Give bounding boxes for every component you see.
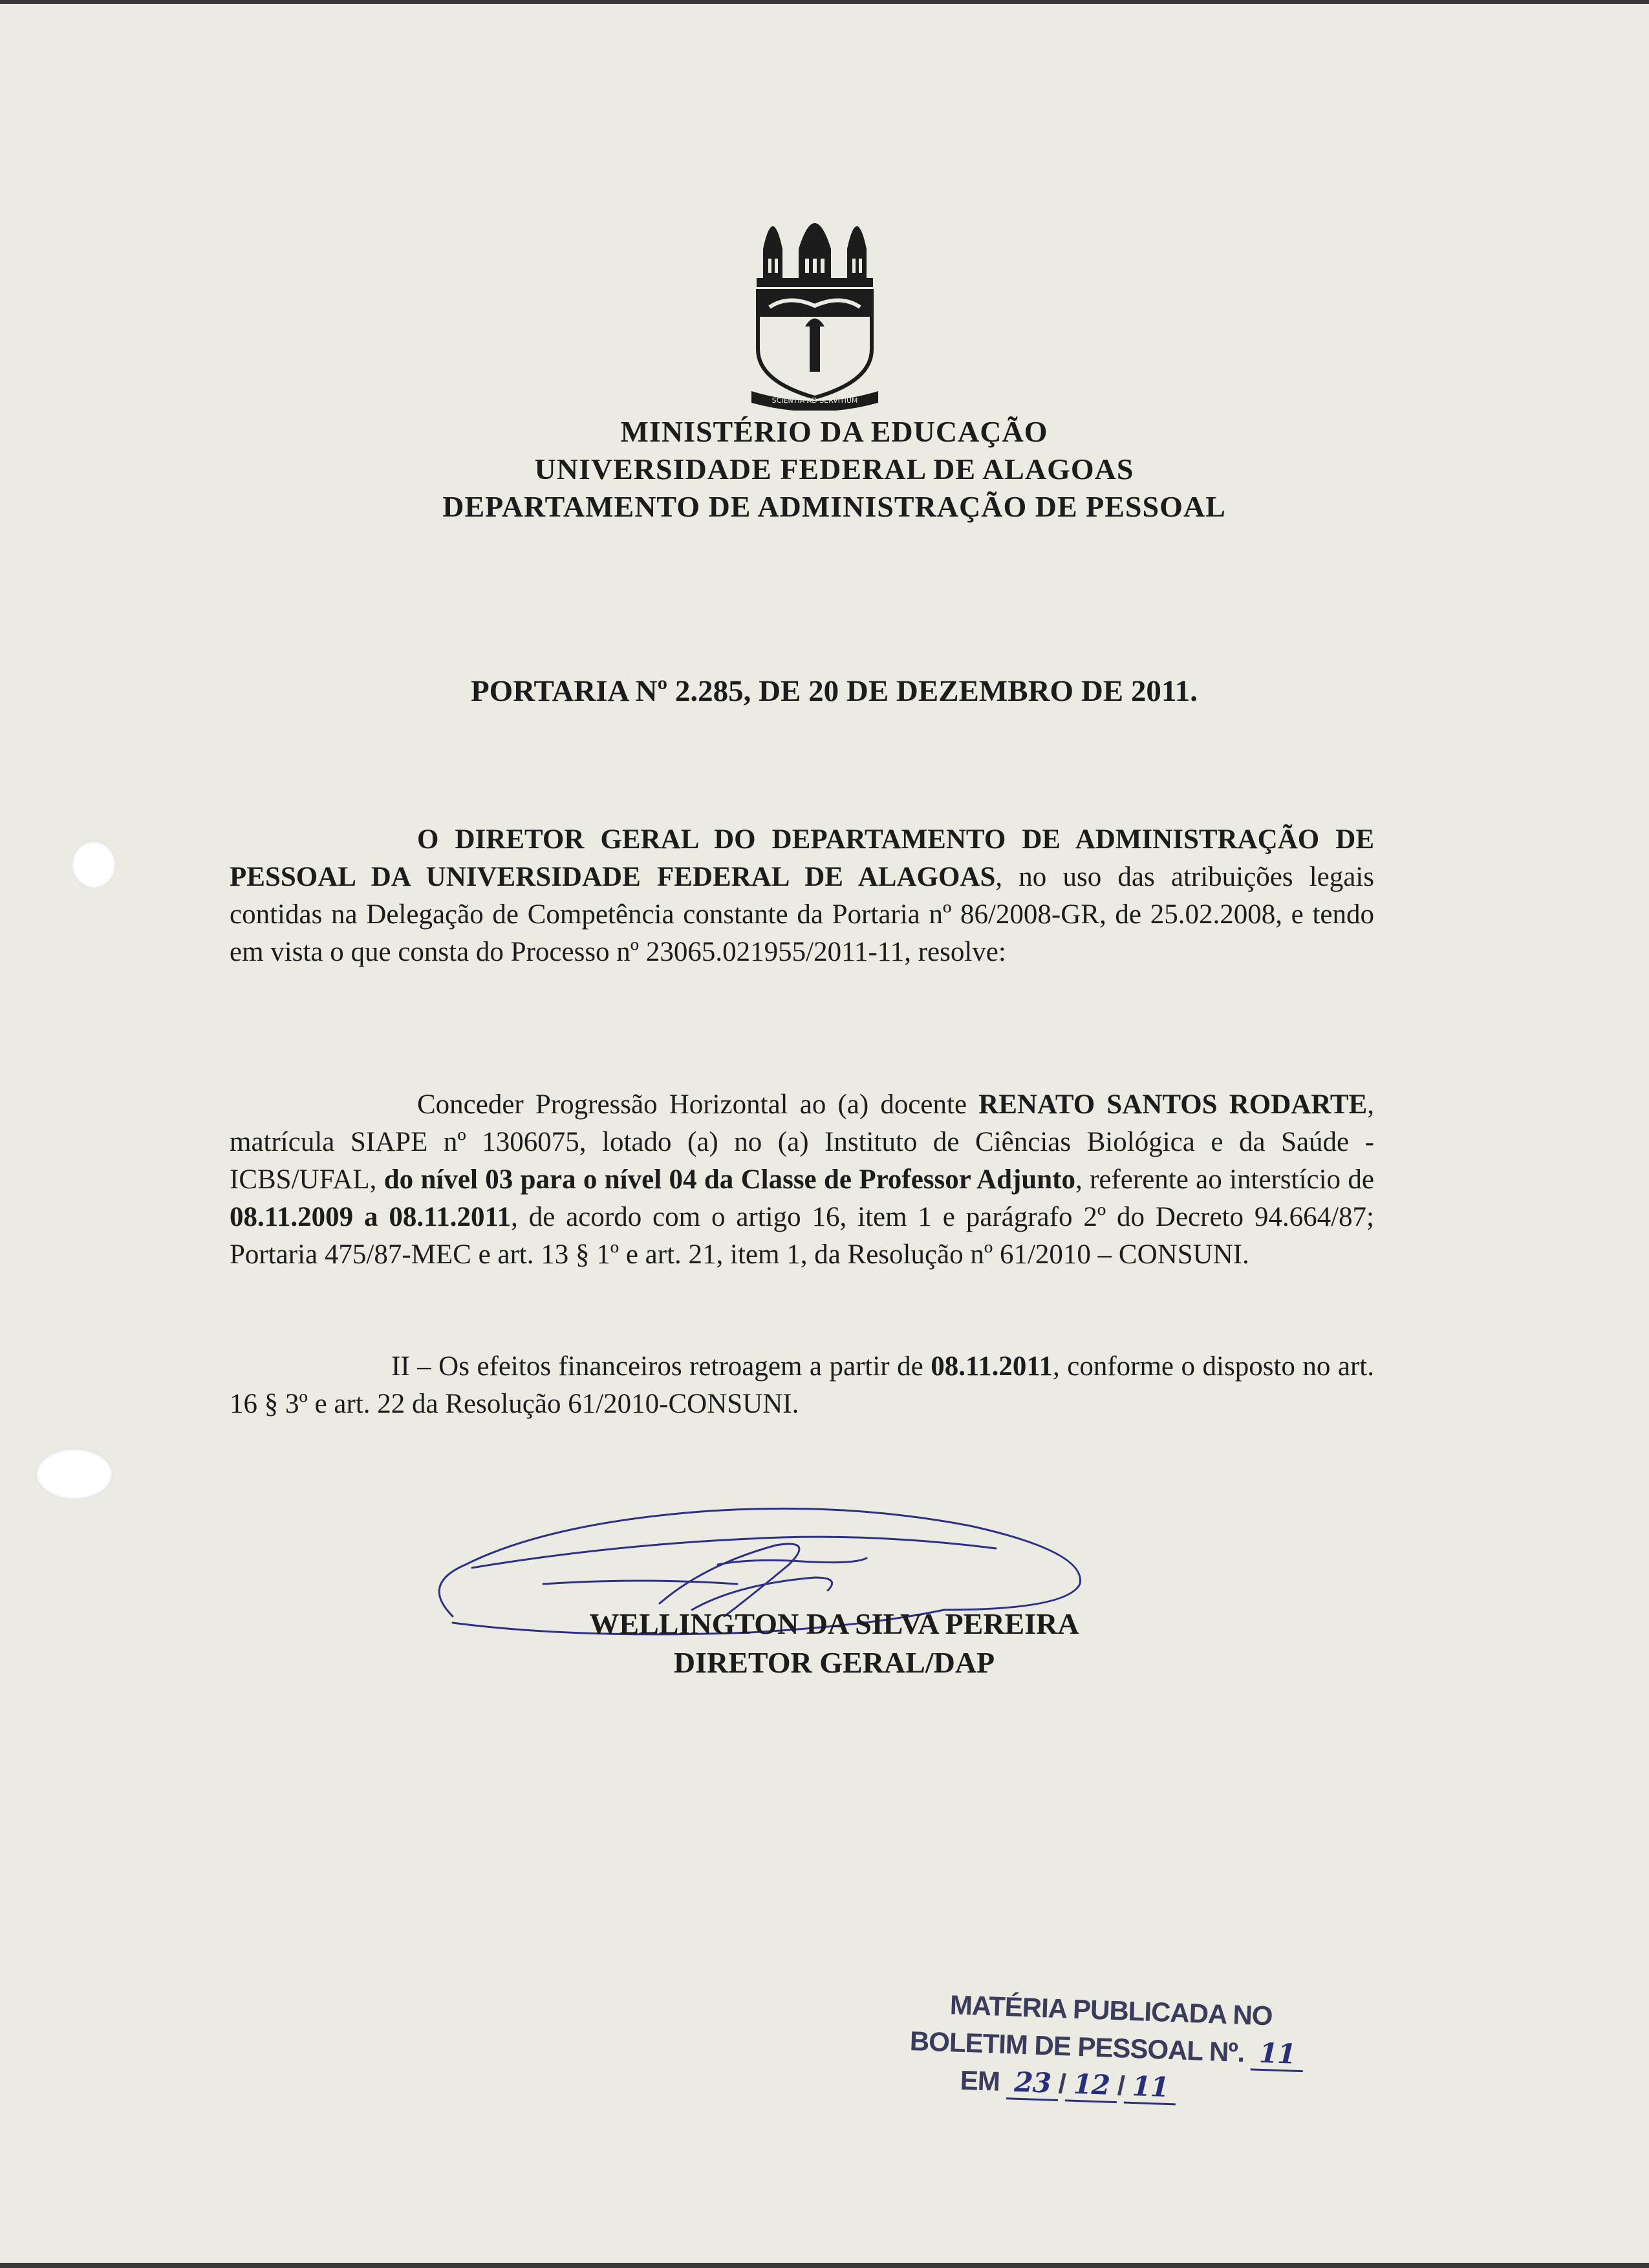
portaria-title: PORTARIA Nº 2.285, DE 20 DE DEZEMBRO DE 2011.: [470, 674, 1198, 708]
stamp-line-1: MATÉRIA PUBLICADA NO: [949, 1989, 1273, 2031]
paragraph-resolution: [230, 1086, 1374, 1274]
crest-motto: SCIENTIA AD SERVITIUM: [771, 396, 858, 405]
stamp-date-year: 11: [1124, 2070, 1177, 2106]
signer-name: WELLINGTON DA SILVA PEREIRA: [589, 1607, 1079, 1640]
interstice-dates: 08.11.2009 a 08.11.2011: [230, 1202, 512, 1232]
resolution-text-1: Conceder Progressão Horizontal ao (a) docente: [417, 1089, 979, 1120]
stamp-em-label: EM: [960, 2064, 1000, 2097]
university-crest: [750, 197, 879, 411]
department-heading: DEPARTAMENTO DE ADMINISTRAÇÃO DE PESSOAL: [442, 490, 1226, 523]
level-change: do nível 03 para o nível 04 da Classe de Professor Adjunto: [383, 1164, 1075, 1195]
effects-text-1: II – Os efeitos financeiros retroagem a partir de: [391, 1351, 931, 1382]
paragraph-financial-effects: [230, 1348, 1374, 1423]
signer-title: DIRETOR GERAL/DAP: [673, 1646, 995, 1679]
docente-name: RENATO SANTOS RODARTE: [978, 1089, 1368, 1120]
stamp-line-3: EM 23 / 12 / 11: [908, 2060, 1271, 2110]
resolution-text-4: , de acordo com o artigo 16, item 1 e parágrafo 2º do Decreto 94.664/87; Portaria 475/87-MEC e art. 13 § 1º e art. 21, item 1, da Resolução nº 61/2010 – CONSUNI.: [230, 1202, 1374, 1270]
stamp-boletim-label: BOLETIM DE PESSOAL Nº.: [909, 2025, 1245, 2068]
effects-text-2: , conforme o disposto no art. 16 § 3º e art. 22 da Resolução 61/2010-CONSUNI.: [230, 1351, 1374, 1419]
effects-date: 08.11.2011: [931, 1351, 1053, 1382]
university-heading: UNIVERSIDADE FEDERAL DE ALAGOAS: [534, 453, 1134, 486]
ministry-heading: MINISTÉRIO DA EDUCAÇÃO: [620, 415, 1048, 448]
paragraph-preamble: [230, 821, 1374, 971]
stamp-date-month: 12: [1065, 2068, 1118, 2103]
stamp-date-day: 23: [1006, 2066, 1059, 2101]
preamble-text: , no uso das atribuições legais contidas na Delegação de Competência constante da Portaria nº 86/2008-GR, de 25.02.2008, e tendo em vista o que consta do Processo nº 23065.021955/2011-11, resolve:: [230, 862, 1374, 967]
stamp-boletim-number: 11: [1251, 2037, 1304, 2072]
resolution-text-2: , matrícula SIAPE nº 1306075, lotado (a) no (a) Instituto de Ciências Biológica e da Saúde - ICBS/UFAL,: [230, 1089, 1374, 1195]
resolution-text-3: , referente ao interstício de: [1075, 1164, 1374, 1195]
publication-stamp: [908, 1985, 1297, 2110]
preamble-bold-lead: O DIRETOR GERAL DO DEPARTAMENTO DE ADMINISTRAÇÃO DE PESSOAL DA UNIVERSIDADE FEDERAL DE ALAGOAS: [230, 824, 1374, 892]
punch-hole-bottom: [36, 1448, 113, 1500]
punch-hole-top: [71, 840, 116, 889]
